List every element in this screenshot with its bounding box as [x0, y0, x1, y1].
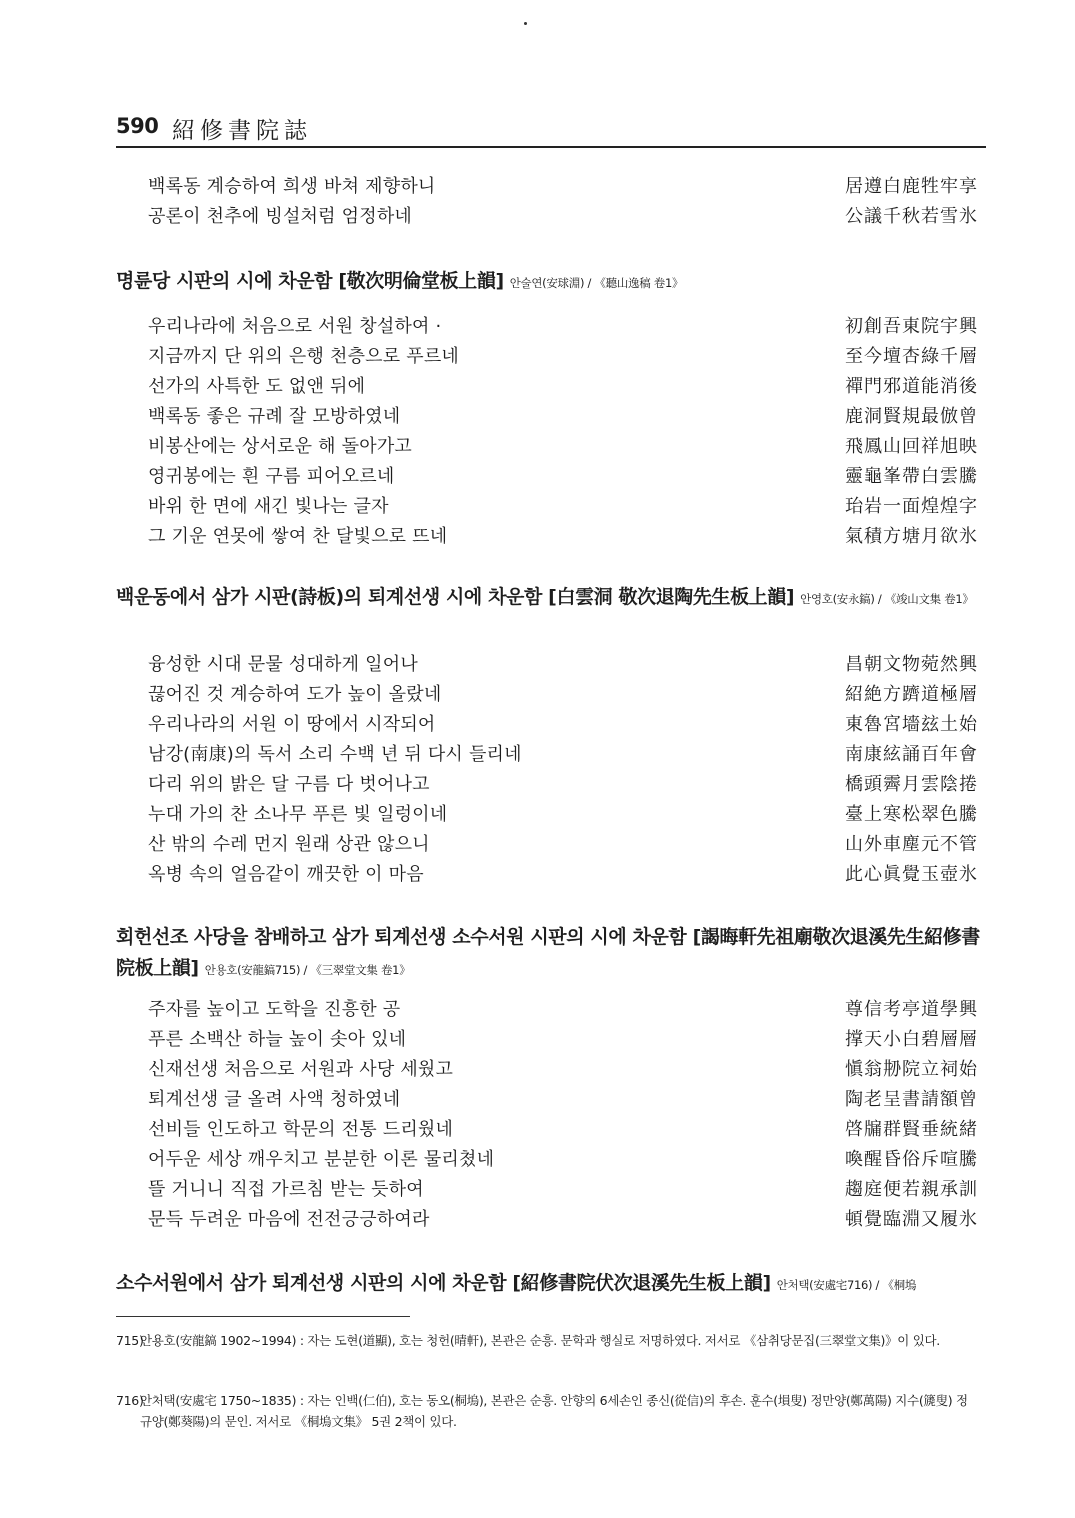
footnote-number: 716): [116, 1393, 144, 1408]
korean-verse: 비봉산에는 상서로운 해 돌아가고: [148, 436, 412, 457]
korean-verse: 남강(南康)의 독서 소리 수백 년 뒤 다시 들리네: [148, 744, 522, 765]
section-source: 안용호(安龍鎬715) / 《三翠堂文集 卷1》: [204, 963, 411, 977]
poem-line: [148, 1145, 978, 1175]
section-title: 회헌선조 사당을 참배하고 삼가 퇴계선생 소수서원 시판의 시에 차운함 [謁晦軒先祖廟敬次退溪先生紹修書院板上韻]: [116, 926, 980, 979]
chinese-verse: 愼翁刱院立祠始: [845, 1059, 978, 1080]
chinese-verse: 紹絶方躋道極層: [845, 684, 978, 705]
korean-verse: 융성한 시대 문물 성대하게 일어나: [148, 654, 418, 675]
korean-verse: 신재선생 처음으로 서원과 사당 세웠고: [148, 1059, 454, 1080]
poem-line: [148, 1025, 978, 1055]
chinese-verse: 東魯宮墻玆土始: [845, 714, 978, 735]
footnote-text: 안용호(安龍鎬 1902~1994) : 자는 도현(道顯), 호는 청헌(晴軒), 본관은 순흥. 문학과 행실로 저명하였다. 저서로 《삼취당문집(三翠堂文集)》이 있다.: [140, 1333, 940, 1348]
chinese-verse: 陶老呈書請額曾: [845, 1089, 978, 1110]
poem-line: [148, 680, 978, 710]
poem-line: [148, 462, 978, 492]
korean-verse: 그 기운 연못에 쌓여 찬 달빛으로 뜨네: [148, 526, 448, 547]
korean-verse: 선비들 인도하고 학문의 전통 드리웠네: [148, 1119, 454, 1140]
chinese-verse: 初創吾東院宇興: [845, 316, 978, 337]
poem-line: [148, 372, 978, 402]
korean-verse: 뜰 거니니 직접 가르침 받는 듯하여: [148, 1179, 424, 1200]
page-number: 590: [116, 114, 159, 138]
poem-line: [148, 522, 978, 552]
chinese-verse: 山外車塵元不管: [845, 834, 978, 855]
section-source: 안영호(安永鎬) / 《竣山文集 卷1》: [800, 592, 974, 606]
chinese-verse: 氣積方塘月欲氷: [845, 526, 978, 547]
footnote-number: 715): [116, 1333, 144, 1348]
chinese-verse: 居遵白鹿牲牢享: [845, 176, 978, 197]
korean-verse: 옥병 속의 얼음같이 깨끗한 이 마음: [148, 864, 424, 885]
section-heading: [116, 922, 980, 985]
section-heading: [116, 1268, 980, 1300]
korean-verse: 다리 위의 밝은 달 구름 다 벗어나고: [148, 774, 430, 795]
korean-verse: 누대 가의 찬 소나무 푸른 빛 일렁이네: [148, 804, 448, 825]
poem-line: [148, 1115, 978, 1145]
chinese-verse: 喚醒昏俗斥喧騰: [845, 1149, 978, 1170]
korean-verse: 백록동 계승하여 희생 바쳐 제향하니: [148, 176, 436, 197]
footnote-text: 안처택(安處宅 1750~1835) : 자는 인백(仁伯), 호는 동오(桐塢), 본관은 순흥. 안향의 6세손인 종신(從信)의 후손. 훈수(塤叟) 정만양(鄭萬陽) 지수(篪叟) 정규양(鄭葵陽)의 문인. 저서로 《桐塢文集》 5권 2책이 있다.: [140, 1393, 968, 1429]
chinese-verse: 南康絃誦百年會: [845, 744, 978, 765]
korean-verse: 선가의 사특한 도 없앤 뒤에: [148, 376, 366, 397]
chinese-verse: 珆岩一面煌煌字: [845, 496, 978, 517]
poem-line: [148, 172, 978, 202]
chinese-verse: 趨庭便若親承訓: [845, 1179, 978, 1200]
chinese-verse: 臺上寒松翠色騰: [845, 804, 978, 825]
scan-mark: [524, 22, 527, 25]
korean-verse: 주자를 높이고 도학을 진흥한 공: [148, 999, 401, 1020]
book-title: 紹修書院誌: [172, 118, 312, 144]
footnote: [116, 1330, 978, 1351]
poem-line: [148, 342, 978, 372]
korean-verse: 우리나라에 처음으로 서원 창설하여 ·: [148, 316, 442, 337]
poem-line: [148, 995, 978, 1025]
korean-verse: 어두운 세상 깨우치고 분분한 이론 물리쳤네: [148, 1149, 495, 1170]
chinese-verse: 飛鳳山回祥旭映: [845, 436, 978, 457]
section-source: 안처택(安處宅716) / 《桐塢: [776, 1278, 917, 1292]
chinese-verse: 尊信考亭道學興: [845, 999, 978, 1020]
chinese-verse: 至今壇杏綠千層: [845, 346, 978, 367]
chinese-verse: 啓牖群賢垂統緒: [845, 1119, 978, 1140]
poem-line: [148, 492, 978, 522]
section-title: 명륜당 시판의 시에 차운함 [敬次明倫堂板上韻]: [116, 270, 504, 292]
korean-verse: 푸른 소백산 하늘 높이 솟아 있네: [148, 1029, 407, 1050]
korean-verse: 퇴계선생 글 올려 사액 청하였네: [148, 1089, 401, 1110]
footnote: [116, 1390, 978, 1432]
korean-verse: 공론이 천추에 빙설처럼 엄정하네: [148, 206, 412, 227]
poem-line: [148, 830, 978, 860]
chinese-verse: 禪門邪道能消後: [845, 376, 978, 397]
poem-line: [148, 860, 978, 890]
section-heading: [116, 582, 980, 614]
poem-line: [148, 650, 978, 680]
chinese-verse: 靈龜峯帶白雲騰: [845, 466, 978, 487]
poem-line: [148, 1085, 978, 1115]
chinese-verse: 頓覺臨淵又履氷: [845, 1209, 978, 1230]
korean-verse: 지금까지 단 위의 은행 천층으로 푸르네: [148, 346, 460, 367]
korean-verse: 문득 두려운 마음에 전전긍긍하여라: [148, 1209, 430, 1230]
korean-verse: 바위 한 면에 새긴 빛나는 글자: [148, 496, 389, 517]
poem-line: [148, 1205, 978, 1235]
poem-line: [148, 740, 978, 770]
footnote-divider: [116, 1316, 410, 1317]
poem-line: [148, 312, 978, 342]
section-title: 소수서원에서 삼가 퇴계선생 시판의 시에 차운함 [紹修書院伏次退溪先生板上韻]: [116, 1272, 771, 1294]
chinese-verse: 昌朝文物菀然興: [845, 654, 978, 675]
poem-line: [148, 402, 978, 432]
page-header: [116, 112, 986, 148]
poem-line: [148, 770, 978, 800]
korean-verse: 영귀봉에는 흰 구름 피어오르네: [148, 466, 395, 487]
chinese-verse: 此心眞覺玉壺氷: [845, 864, 978, 885]
chinese-verse: 公議千秋若雪氷: [845, 206, 978, 227]
poem-line: [148, 202, 978, 232]
section-source: 안술연(安球淵) / 《聽山逸稿 卷1》: [509, 276, 684, 290]
section-title: 백운동에서 삼가 시판(詩板)의 퇴계선생 시에 차운함 [白雲洞 敬次退陶先生板上韻]: [116, 586, 795, 608]
chinese-verse: 撑天小白碧層層: [845, 1029, 978, 1050]
chinese-verse: 橋頭霽月雲陰捲: [845, 774, 978, 795]
korean-verse: 우리나라의 서원 이 땅에서 시작되어: [148, 714, 436, 735]
poem-line: [148, 432, 978, 462]
korean-verse: 끊어진 것 계승하여 도가 높이 올랐네: [148, 684, 442, 705]
poem-line: [148, 1175, 978, 1205]
poem-line: [148, 710, 978, 740]
poem-line: [148, 1055, 978, 1085]
section-heading: [116, 266, 980, 298]
poem-line: [148, 800, 978, 830]
korean-verse: 백록동 좋은 규례 잘 모방하였네: [148, 406, 401, 427]
korean-verse: 산 밖의 수레 먼지 원래 상관 않으니: [148, 834, 430, 855]
chinese-verse: 鹿洞賢規最倣曾: [845, 406, 978, 427]
